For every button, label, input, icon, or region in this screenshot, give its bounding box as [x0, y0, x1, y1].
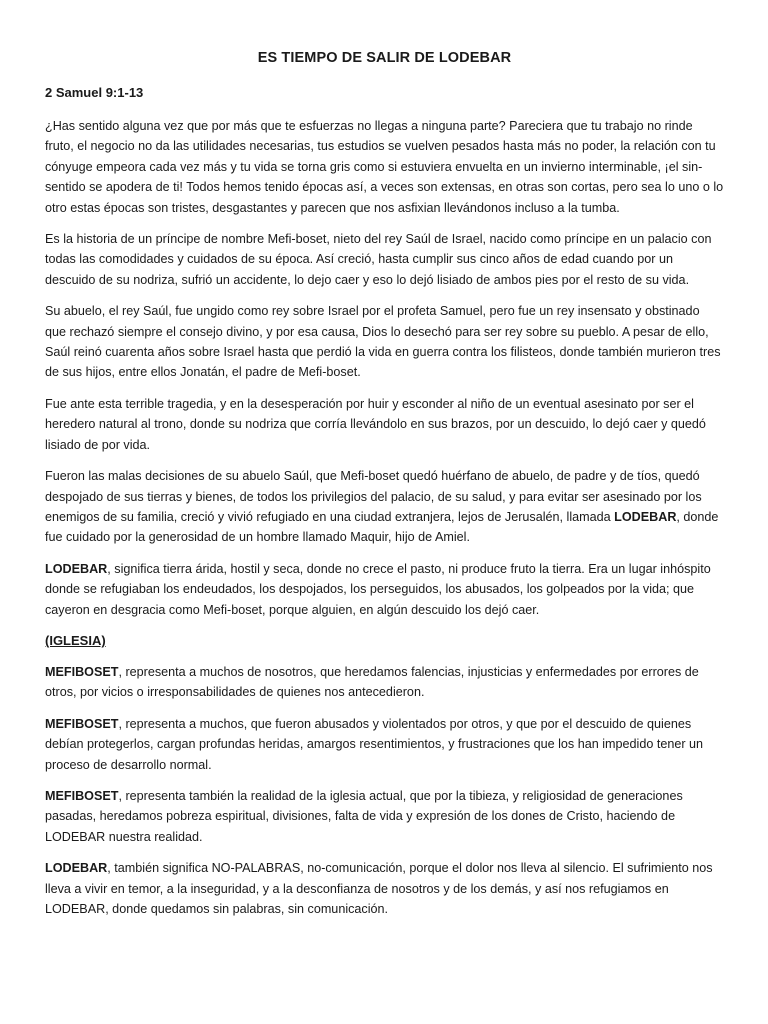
keyword-lodebar: LODEBAR [614, 509, 677, 524]
paragraph-lodebar-silence: LODEBAR, también significa NO-PALABRAS, no-comunicación, porque el dolor nos lleva al silencio. El sufrimiento nos lleva a vivir en temor, a la inseguridad, y a la desconfianza de nosotros y de los demás, y así nos refugiamos en LODEBAR, donde quedamos sin palabras, sin comunicación. [45, 861, 713, 916]
paragraph-mefiboset-2: MEFIBOSET, representa a muchos, que fueron abusados y violentados por otros, y que por el descuido de quienes debían protegerlos, cargan profundas heridas, amargos resentimientos, y frustraciones que los han impedido tener un proceso de desarrollo normal. [45, 716, 704, 772]
keyword-mefiboset: MEFIBOSET [45, 788, 119, 803]
paragraph-refuge: Fueron las malas decisiones de su abuelo Saúl, que Mefi-boset quedó huérfano de abuelo, de padre y de tíos, quedó despojado de sus tierras y bienes, de todos los privilegios del palacio, de su salud, y para evitar ser asesinado por los enemigos de su familia, creció y vivió refugiado en una ciudad extranjera, lejos de Jerusalén, llamada LODEBAR, donde fue cuidado por la generosidad de un hombre llamado Maquir, hijo de Amiel. [45, 469, 719, 545]
paragraph-intro: ¿Has sentido alguna vez que por más que te esfuerzas no llegas a ninguna parte? Pareciera que tu trabajo no rinde fruto, el negocio no da las utilidades necesarias, tus estudios se vuelven pesados hasta más no poder, la relación con tu cónyuge empeora cada vez más y tu vida se torna gris como si estuviera envuelta en un invierno interminable, ¡el sin-sentido se apodera de ti! Todos hemos tenido épocas así, a veces son extensas, en otras son cortas, pero sea lo uno o lo otro estas épocas son tristes, desgastantes y parecen que nos asfixian llevándonos incluso a la tumba. [45, 119, 724, 215]
document-title: ES TIEMPO DE SALIR DE LODEBAR [257, 50, 512, 66]
section-heading-iglesia: (IGLESIA) [45, 632, 106, 648]
scripture-reference: 2 Samuel 9:1-13 [45, 85, 144, 100]
paragraph-prince-story: Es la historia de un príncipe de nombre Mefi-boset, nieto del rey Saúl de Israel, nacido como príncipe en un palacio con todas las comodidades y cuidados de su época. Así creció, hasta cumplir sus cinco años de edad cuando por un descuido de su nodriza, sufrió un accidente, lo dejo caer y eso lo dejó lisiado de ambos pies por el resto de su vida. [45, 232, 712, 287]
paragraph-mefiboset-1: MEFIBOSET, representa a muchos de nosotros, que heredamos falencias, injusticias y enfermedades por errores de otros, por vicios o irresponsabilidades de quienes nos antecedieron. [45, 664, 699, 700]
keyword-mefiboset: MEFIBOSET [45, 716, 119, 731]
keyword-lodebar: LODEBAR [45, 561, 108, 576]
paragraph-lodebar-meaning: LODEBAR, significa tierra árida, hostil y seca, donde no crece el pasto, ni produce fruto la tierra. Era un lugar inhóspito donde se refugiaban los endeudados, los despojados, los perseguidos, los abusados, los golpeados por la vida; que cayeron en desgracia como Mefi-boset, porque alguien, en algún descuido los dejó caer. [45, 561, 711, 617]
paragraph-tragedy: Fue ante esta terrible tragedia, y en la desesperación por huir y esconder al niño de un eventual asesinato por ser el heredero natural al trono, donde su nodriza que corría llevándolo en sus brazos, por un descuido, lo dejó caer y quedó lisiado de por vida. [45, 396, 706, 452]
keyword-lodebar: LODEBAR [45, 861, 108, 876]
keyword-mefiboset: MEFIBOSET [45, 664, 119, 679]
paragraph-king-saul: Su abuelo, el rey Saúl, fue ungido como rey sobre Israel por el profeta Samuel, pero fue un rey insensato y obstinado que rechazó siempre el consejo divino, y por esa causa, Dios lo desechó para ser rey sobre su pueblo. A pesar de ello, Saúl reinó cuarenta años sobre Israel hasta que perdió la vida en guerra contra los filisteos, donde también murieron tres de sus hijos, entre ellos Jonatán, el padre de Mefi-boset. [45, 304, 721, 380]
paragraph-mefiboset-3: MEFIBOSET, representa también la realidad de la iglesia actual, que por la tibieza, y religiosidad de generaciones pasadas, heredamos pobreza espiritual, divisiones, falta de vida y expresión de los dones de Cristo, haciendo de LODEBAR nuestra realidad. [45, 788, 683, 844]
